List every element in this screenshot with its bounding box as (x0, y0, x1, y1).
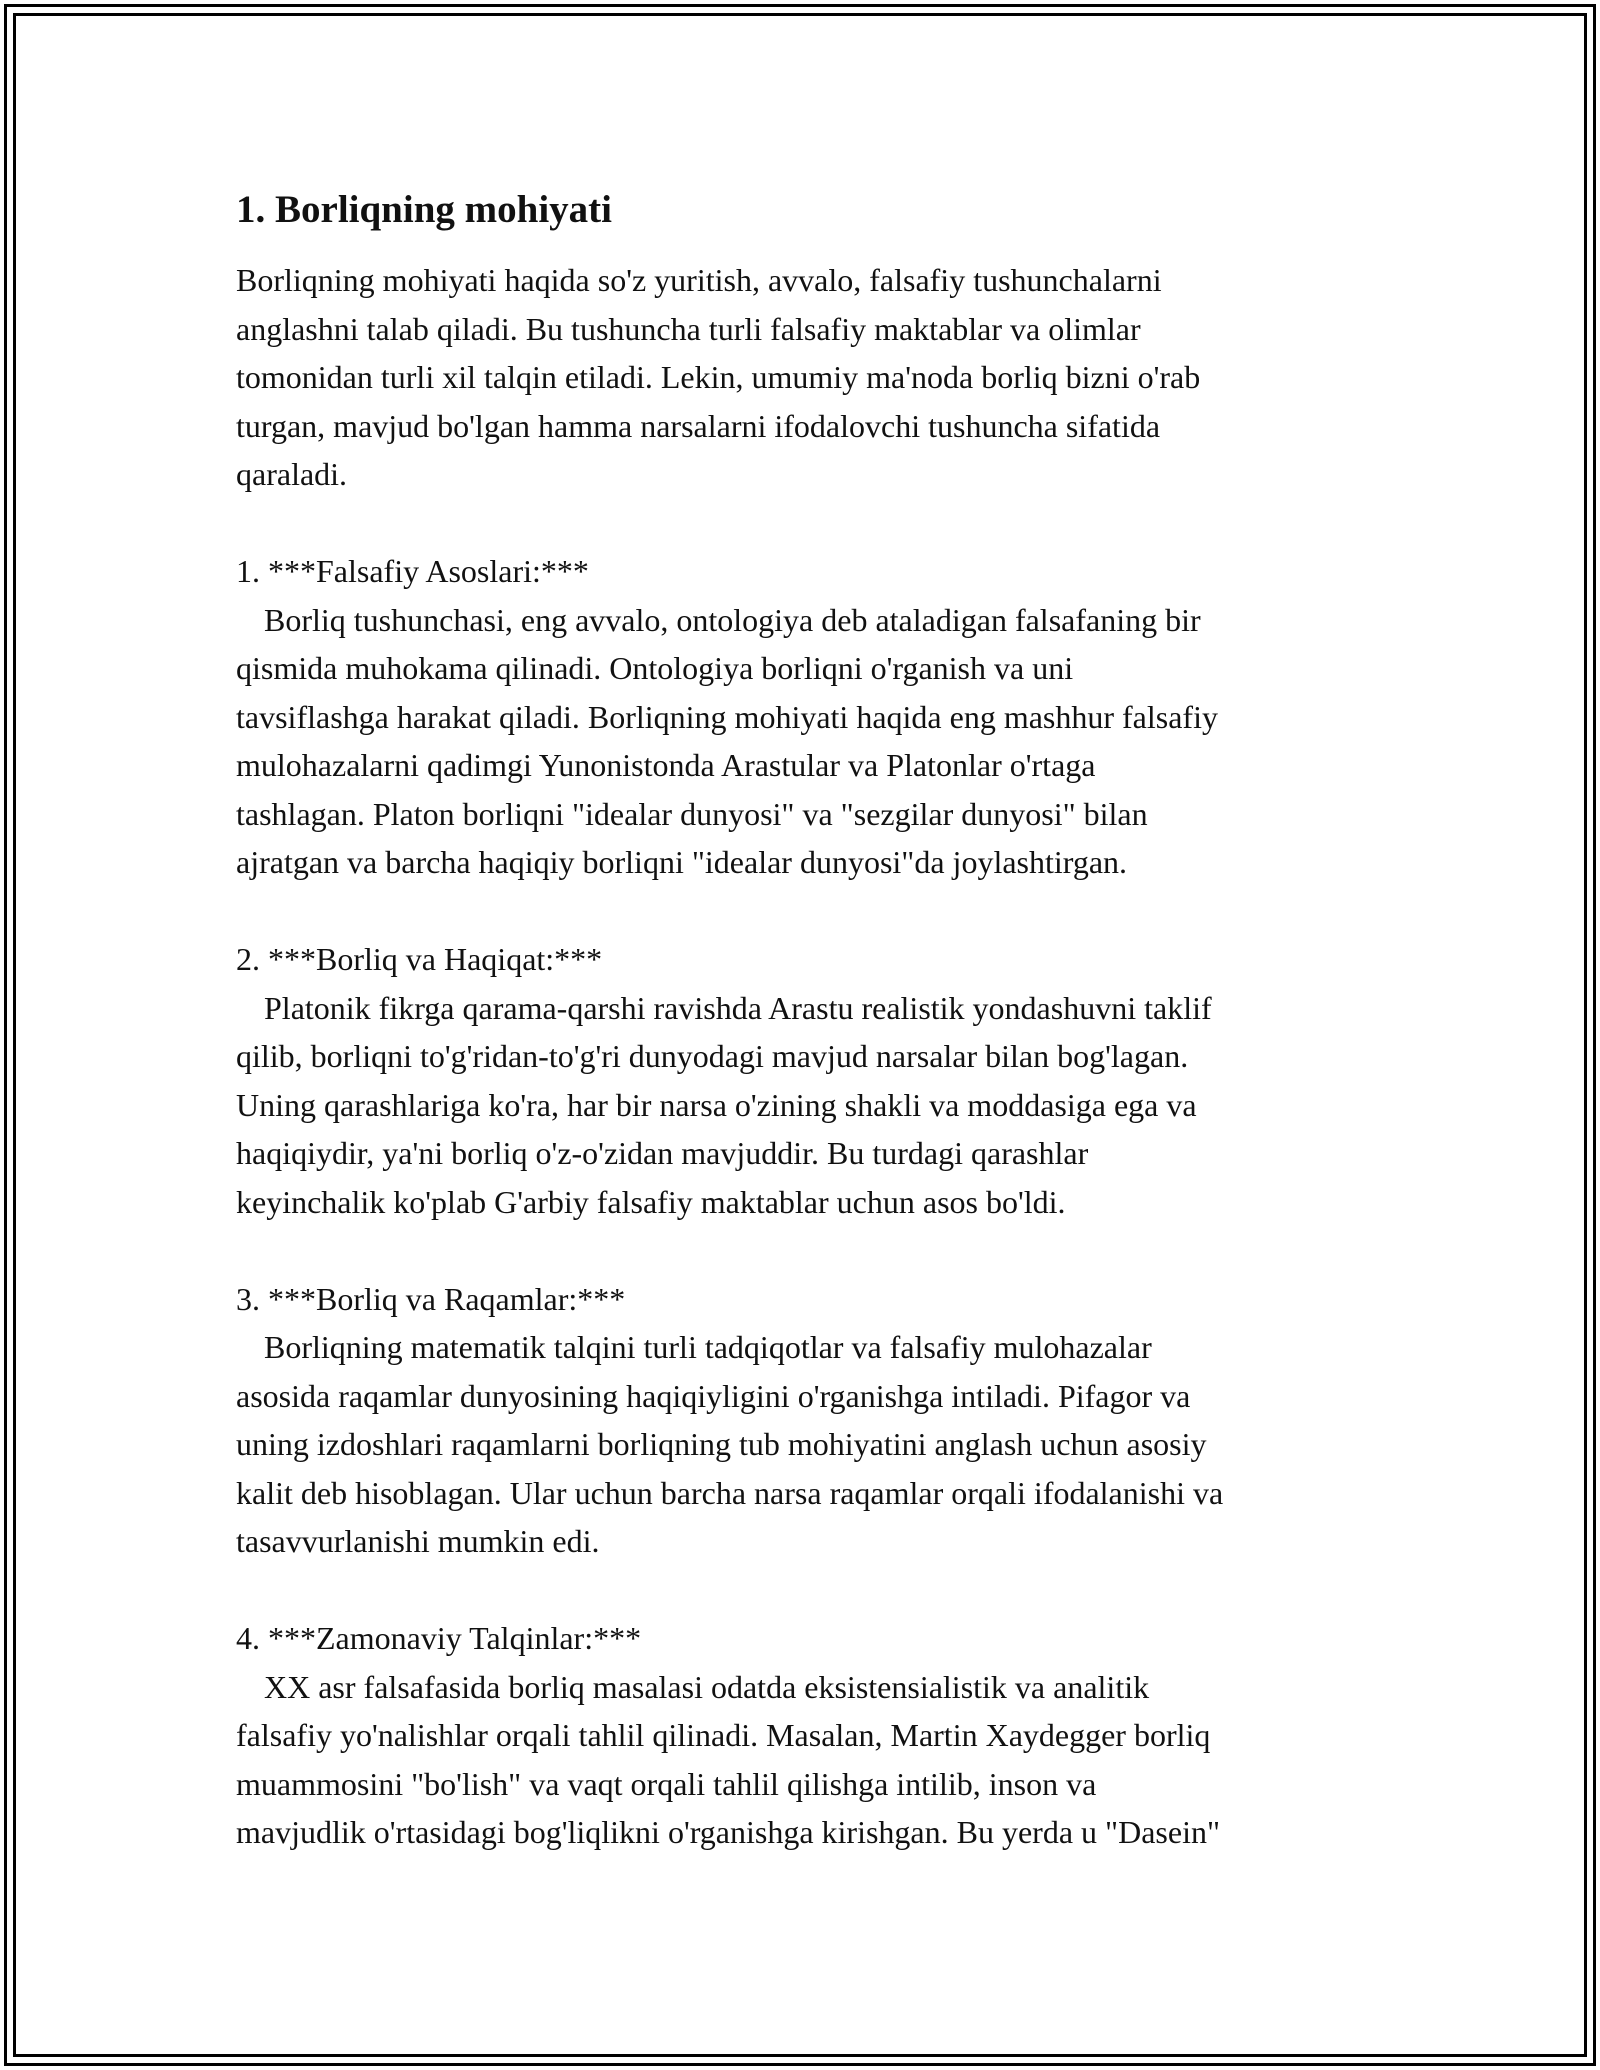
spacer (236, 887, 1386, 936)
section-line: qilib, borliqni to'g'ridan-to'g'ri dunyodagi mavjud narsalar bilan bog'lagan. (236, 1038, 1189, 1074)
section-line: Platonik fikrga qarama-qarshi ravishda Arastu realistik yondashuvni taklif (264, 989, 1212, 1026)
page-title: 1. Borliqning mohiyati (236, 188, 612, 231)
section-line: muammosini "bo'lish" va vaqt orqali tahlil qilishga intilib, inson va (236, 1765, 1097, 1802)
section-line: kalit deb hisoblagan. Ular uchun barcha narsa raqamlar orqali ifodalanishi va (236, 1474, 1224, 1511)
section-zamonaviy-talqinlar (236, 1614, 1386, 1857)
section-borliq-va-haqiqat (236, 935, 1386, 1226)
intro-line: tomonidan turli xil talqin etiladi. Lekin, umumiy ma'noda borliq bizni o'rab (236, 359, 1201, 395)
section-line: uning izdoshlari raqamlarni borliqning tub mohiyatini anglash uchun asosiy (236, 1426, 1207, 1462)
spacer (236, 499, 1386, 548)
spacer (236, 1226, 1386, 1275)
section-line: keyinchalik ko'plab G'arbiy falsafiy maktablar uchun asos bo'ldi. (236, 1183, 1066, 1220)
section-line: Borliqning matematik talqini turli tadqiqotlar va falsafiy mulohazalar (264, 1329, 1152, 1365)
section-line: mavjudlik o'rtasidagi bog'liqlikni o'rganishga kirishgan. Bu yerda u "Dasein" (236, 1814, 1221, 1850)
intro-line: qaraladi. (236, 456, 348, 492)
section-line: XX asr falsafasida borliq masalasi odatda eksistensialistik va analitik (264, 1668, 1150, 1705)
section-line: qismida muhokama qilinadi. Ontologiya borliqni o'rganish va uni (236, 650, 1074, 686)
section-line: falsafiy yo'nalishlar orqali tahlil qilinadi. Masalan, Martin Xaydegger borliq (236, 1717, 1211, 1753)
section-line: tasavvurlanishi mumkin edi. (236, 1523, 600, 1559)
intro-paragraph (236, 256, 1386, 499)
section-heading: 3. ***Borliq va Raqamlar:*** (236, 1280, 626, 1317)
section-line: asosida raqamlar dunyosining haqiqiyligini o'rganishga intiladi. Pifagor va (236, 1377, 1191, 1414)
intro-line: Borliqning mohiyati haqida so'z yuritish, avvalo, falsafiy tushunchalarni (236, 262, 1162, 298)
section-falsafiy-asoslari (236, 547, 1386, 887)
section-heading: 2. ***Borliq va Haqiqat:*** (236, 941, 603, 977)
section-line: mulohazalarni qadimgi Yunonistonda Arastular va Platonlar o'rtaga (236, 747, 1096, 783)
document-body (236, 186, 1386, 1857)
intro-line: turgan, mavjud bo'lgan hamma narsalarni ifodalovchi tushuncha sifatida (236, 407, 1161, 444)
section-borliq-va-raqamlar (236, 1275, 1386, 1566)
section-line: Uning qarashlariga ko'ra, har bir narsa o'zining shakli va moddasiga ega va (236, 1086, 1197, 1123)
section-line: tashlagan. Platon borliqni "idealar dunyosi" va "sezgilar dunyosi" bilan (236, 795, 1148, 832)
section-heading: 1. ***Falsafiy Asoslari:*** (236, 553, 589, 589)
section-line: ajratgan va barcha haqiqiy borliqni "idealar dunyosi"da joylashtirgan. (236, 844, 1128, 880)
intro-line: anglashni talab qiladi. Bu tushuncha turli falsafiy maktablar va olimlar (236, 310, 1141, 347)
section-line: haqiqiydir, ya'ni borliq o'z-o'zidan mavjuddir. Bu turdagi qarashlar (236, 1135, 1089, 1171)
section-heading: 4. ***Zamonaviy Talqinlar:*** (236, 1620, 642, 1656)
section-line: tavsiflashga harakat qiladi. Borliqning mohiyati haqida eng mashhur falsafiy (236, 698, 1218, 735)
section-line: Borliq tushunchasi, eng avvalo, ontologiya deb ataladigan falsafaning bir (264, 601, 1201, 638)
spacer (236, 1566, 1386, 1615)
